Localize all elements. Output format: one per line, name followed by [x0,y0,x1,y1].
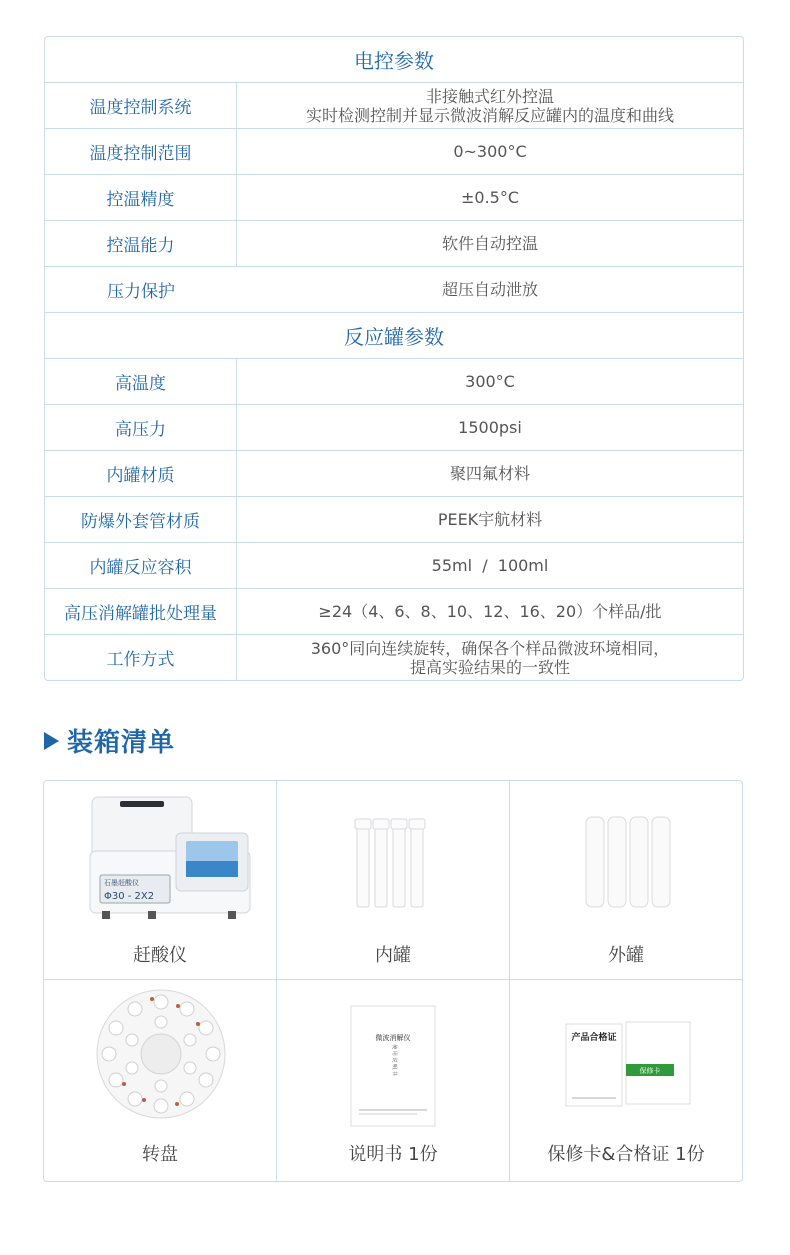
manual-image [277,980,510,1130]
packing-item [277,781,510,980]
device-label-text: 石墨赶酸仪 [104,879,139,887]
packing-heading [44,722,175,759]
spec-label: 内罐材质 [45,451,237,496]
spec-label: 压力保护 [107,282,175,302]
spec-label: 温度控制范围 [45,129,237,174]
spec-label: 控温能力 [45,221,237,266]
item-caption: 转盘 [142,1144,178,1165]
spec-label: 高压消解罐批处理量 [45,589,237,634]
spec-value: 超压自动泄放 [441,280,538,299]
outer-vessel-image [510,781,742,931]
spec-label: 防爆外套管材质 [45,497,237,542]
spec-row [45,82,743,128]
spec-table [44,36,744,681]
inner-vessel-image [277,781,510,931]
section-header-electric: 电控参数 [354,49,434,73]
spec-row [45,542,743,588]
packing-grid [43,780,743,1182]
spec-value: 300°C [465,372,515,391]
packing-item [510,980,742,1181]
spec-row [45,266,743,312]
item-caption: 保修卡&合格证 1份 [547,1144,705,1165]
spec-row [45,174,743,220]
item-caption: 说明书 1份 [348,1144,438,1165]
packing-item [44,980,277,1181]
spec-value: ≥24（4、6、8、10、12、16、20）个样品/批 [318,602,662,621]
manual-title-text: 微波消解仪 [375,1034,411,1042]
spec-label: 高温度 [45,359,237,404]
turntable-image [44,980,277,1130]
certificate-title-text: 产品合格证 [571,1033,617,1043]
spec-value: 聚四氟材料 [449,464,530,483]
item-caption: 赶酸仪 [133,945,187,966]
packing-item [44,781,277,980]
spec-row [45,404,743,450]
spec-value: 360°同向连续旋转，确保各个样品微波环境相同， 提高实验结果的一致性 [310,638,670,677]
spec-label: 温度控制系统 [45,83,237,128]
spec-value: ±0.5°C [460,188,520,207]
device-model-text: Φ30 - 2X2 [104,891,155,902]
spec-row [45,358,743,404]
packing-heading-text: 装箱清单 [67,728,176,758]
spec-value: 0~300°C [453,142,527,161]
spec-row [45,588,743,634]
spec-label: 高压力 [45,405,237,450]
spec-value: PEEK宇航材料 [437,510,543,529]
spec-label: 内罐反应容积 [45,543,237,588]
manual-subtitle-text: 使 用 说 明 书 [391,1044,397,1076]
spec-row [45,128,743,174]
spec-row [45,450,743,496]
section-header-vessel: 反应罐参数 [45,312,743,358]
acid-evaporator-image [44,781,277,931]
warranty-certificate-image [510,980,742,1130]
packing-item [510,781,742,980]
spec-value: 非接触式红外控温 实时检测控制并显示微波消解反应罐内的温度和曲线 [305,86,674,125]
spec-label: 工作方式 [45,635,237,680]
spec-value: 1500psi [458,418,522,437]
warranty-card-text: 保修卡 [639,1067,661,1075]
spec-value: 软件自动控温 [441,234,538,253]
spec-row [45,220,743,266]
item-caption: 内罐 [375,945,411,966]
item-caption: 外罐 [608,945,644,966]
spec-label: 控温精度 [45,175,237,220]
triangle-bullet-icon [44,732,59,750]
spec-row [45,496,743,542]
packing-item [277,980,510,1181]
spec-value: 55ml / 100ml [431,556,549,575]
spec-row [45,634,743,680]
